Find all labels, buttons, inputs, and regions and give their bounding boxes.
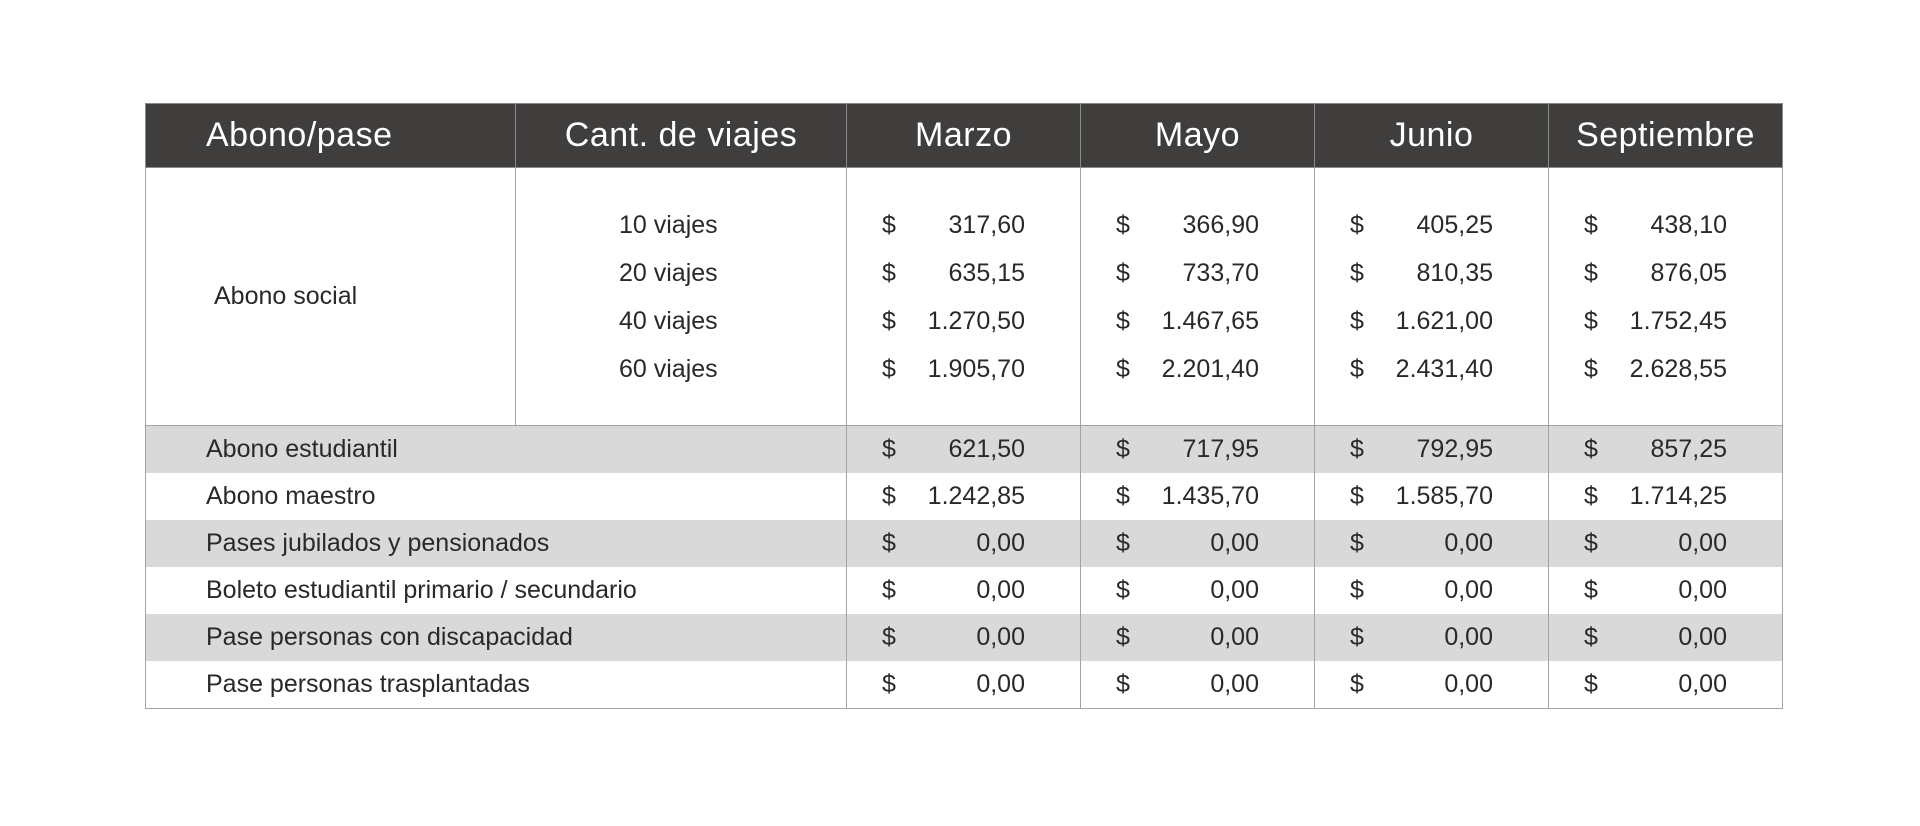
price-amount: 366,90 — [1182, 210, 1259, 239]
fare-price-mayo — [1081, 520, 1315, 567]
header-marzo: Marzo — [847, 104, 1081, 168]
trip-count: 60 viajes — [619, 354, 718, 383]
price-cell — [847, 567, 1080, 614]
price-cell — [1081, 520, 1314, 567]
price-amount: 876,05 — [1650, 258, 1727, 287]
currency-symbol: $ — [1584, 623, 1598, 651]
fare-price-marzo — [847, 520, 1081, 567]
trip-count-cell — [516, 168, 847, 426]
currency-symbol: $ — [1584, 306, 1598, 335]
currency-symbol: $ — [1350, 354, 1364, 383]
header-cant-viajes: Cant. de viajes — [516, 104, 847, 168]
price-cell — [1081, 661, 1314, 708]
trip-count: 20 viajes — [619, 258, 718, 287]
price-amount: 1.585,70 — [1395, 482, 1493, 510]
price-amount: 0,00 — [976, 576, 1025, 604]
price-cell — [1081, 614, 1314, 661]
price-amount: 2.628,55 — [1629, 354, 1727, 383]
price-cell — [847, 614, 1080, 661]
price-cell — [847, 426, 1080, 473]
fare-price-septiembre — [1549, 520, 1783, 567]
currency-symbol: $ — [1584, 482, 1598, 510]
price-item — [847, 297, 1080, 345]
price-amount: 1.752,45 — [1629, 306, 1727, 335]
currency-symbol: $ — [1350, 306, 1364, 335]
currency-symbol: $ — [1584, 435, 1598, 463]
currency-symbol: $ — [1350, 670, 1364, 698]
currency-symbol: $ — [882, 354, 896, 383]
fare-row — [146, 520, 1783, 567]
price-cell — [1315, 473, 1548, 520]
price-item — [1315, 249, 1548, 297]
currency-symbol: $ — [882, 482, 896, 510]
currency-symbol: $ — [1116, 623, 1130, 651]
fare-price-junio — [1315, 473, 1549, 520]
price-amount: 438,10 — [1650, 210, 1727, 239]
price-amount: 1.621,00 — [1395, 306, 1493, 335]
header-septiembre: Septiembre — [1549, 104, 1783, 168]
fare-row-label: Pase personas trasplantadas — [146, 661, 847, 709]
price-item — [1081, 201, 1314, 249]
price-item — [1315, 201, 1548, 249]
trip-count-list — [516, 201, 846, 393]
header-junio: Junio — [1315, 104, 1549, 168]
currency-symbol: $ — [1584, 670, 1598, 698]
fare-price-septiembre — [1549, 661, 1783, 709]
fare-price-junio — [1315, 426, 1549, 474]
price-cell — [1549, 661, 1782, 708]
fare-price-mayo — [1081, 473, 1315, 520]
price-item — [1081, 249, 1314, 297]
fare-row-label: Abono estudiantil — [146, 426, 847, 474]
currency-symbol: $ — [882, 670, 896, 698]
currency-symbol: $ — [1584, 529, 1598, 557]
price-amount: 0,00 — [1444, 623, 1493, 651]
price-cell — [1549, 567, 1782, 614]
price-item — [1549, 249, 1782, 297]
fare-price-mayo — [1081, 661, 1315, 709]
price-amount: 0,00 — [1444, 670, 1493, 698]
currency-symbol: $ — [882, 258, 896, 287]
currency-symbol: $ — [1116, 576, 1130, 604]
price-amount: 0,00 — [1210, 670, 1259, 698]
fare-table — [145, 103, 1783, 709]
price-item — [1549, 345, 1782, 393]
fare-row — [146, 614, 1783, 661]
price-amount: 1.242,85 — [927, 482, 1025, 510]
currency-symbol: $ — [1350, 258, 1364, 287]
fare-row — [146, 567, 1783, 614]
fare-price-marzo — [847, 567, 1081, 614]
currency-symbol: $ — [1116, 354, 1130, 383]
price-amount: 0,00 — [1678, 529, 1727, 557]
price-amount: 1.270,50 — [927, 306, 1025, 335]
currency-symbol: $ — [1584, 258, 1598, 287]
currency-symbol: $ — [1350, 576, 1364, 604]
price-cell — [1315, 520, 1548, 567]
fare-row — [146, 426, 1783, 474]
price-amount: 317,60 — [948, 210, 1025, 239]
trip-count: 10 viajes — [619, 210, 718, 239]
currency-symbol: $ — [882, 435, 896, 463]
fare-row-label: Abono maestro — [146, 473, 847, 520]
fare-price-septiembre — [1549, 567, 1783, 614]
currency-symbol: $ — [882, 623, 896, 651]
price-amount: 733,70 — [1182, 258, 1259, 287]
price-item — [1549, 201, 1782, 249]
header-abono-pase: Abono/pase — [146, 104, 516, 168]
price-item — [1081, 345, 1314, 393]
price-cell — [1549, 473, 1782, 520]
price-cell — [1315, 426, 1548, 473]
social-prices-junio — [1315, 168, 1549, 426]
price-list — [1081, 201, 1314, 393]
currency-symbol: $ — [1116, 210, 1130, 239]
currency-symbol: $ — [1584, 210, 1598, 239]
abono-social-label: Abono social — [146, 168, 516, 426]
currency-symbol: $ — [1116, 435, 1130, 463]
currency-symbol: $ — [1350, 482, 1364, 510]
price-amount: 0,00 — [1210, 576, 1259, 604]
price-amount: 0,00 — [976, 670, 1025, 698]
price-list — [847, 201, 1080, 393]
fare-price-marzo — [847, 661, 1081, 709]
fare-row — [146, 661, 1783, 709]
currency-symbol: $ — [882, 210, 896, 239]
fare-price-mayo — [1081, 426, 1315, 474]
price-amount: 810,35 — [1416, 258, 1493, 287]
price-cell — [1315, 567, 1548, 614]
fare-row-label: Pases jubilados y pensionados — [146, 520, 847, 567]
trip-count: 40 viajes — [619, 306, 718, 335]
currency-symbol: $ — [882, 306, 896, 335]
fare-price-marzo — [847, 473, 1081, 520]
price-amount: 0,00 — [976, 623, 1025, 651]
fare-price-mayo — [1081, 567, 1315, 614]
price-item — [1081, 297, 1314, 345]
price-list — [1549, 201, 1782, 393]
price-item — [847, 345, 1080, 393]
currency-symbol: $ — [882, 576, 896, 604]
currency-symbol: $ — [882, 529, 896, 557]
price-amount: 0,00 — [1210, 529, 1259, 557]
social-prices-mayo — [1081, 168, 1315, 426]
fare-price-septiembre — [1549, 614, 1783, 661]
abono-social-row — [146, 168, 1783, 426]
price-cell — [1081, 473, 1314, 520]
fare-price-junio — [1315, 614, 1549, 661]
price-cell — [1315, 614, 1548, 661]
currency-symbol: $ — [1116, 482, 1130, 510]
header-mayo: Mayo — [1081, 104, 1315, 168]
price-amount: 1.714,25 — [1629, 482, 1727, 510]
social-prices-marzo — [847, 168, 1081, 426]
price-amount: 2.431,40 — [1395, 354, 1493, 383]
fare-price-junio — [1315, 661, 1549, 709]
currency-symbol: $ — [1116, 529, 1130, 557]
price-cell — [847, 661, 1080, 708]
currency-symbol: $ — [1584, 576, 1598, 604]
price-amount: 0,00 — [1444, 529, 1493, 557]
price-cell — [847, 520, 1080, 567]
price-amount: 792,95 — [1416, 435, 1493, 463]
price-amount: 0,00 — [1444, 576, 1493, 604]
price-item — [1315, 297, 1548, 345]
price-amount: 1.435,70 — [1161, 482, 1259, 510]
fare-row-label: Pase personas con discapacidad — [146, 614, 847, 661]
fare-row-label: Boleto estudiantil primario / secundario — [146, 567, 847, 614]
fare-price-marzo — [847, 426, 1081, 474]
price-amount: 0,00 — [1210, 623, 1259, 651]
price-item — [847, 249, 1080, 297]
price-amount: 1.467,65 — [1161, 306, 1259, 335]
price-cell — [1081, 567, 1314, 614]
fare-price-junio — [1315, 520, 1549, 567]
price-amount: 0,00 — [976, 529, 1025, 557]
currency-symbol: $ — [1116, 258, 1130, 287]
price-cell — [1549, 426, 1782, 473]
price-amount: 0,00 — [1678, 623, 1727, 651]
currency-symbol: $ — [1350, 529, 1364, 557]
fare-price-marzo — [847, 614, 1081, 661]
price-cell — [1081, 426, 1314, 473]
price-item — [847, 201, 1080, 249]
social-prices-septiembre — [1549, 168, 1783, 426]
currency-symbol: $ — [1350, 435, 1364, 463]
fare-price-mayo — [1081, 614, 1315, 661]
currency-symbol: $ — [1584, 354, 1598, 383]
price-cell — [1549, 614, 1782, 661]
price-cell — [847, 473, 1080, 520]
price-amount: 0,00 — [1678, 670, 1727, 698]
price-item — [1549, 297, 1782, 345]
fare-price-septiembre — [1549, 473, 1783, 520]
header-row — [146, 104, 1783, 168]
price-amount: 1.905,70 — [927, 354, 1025, 383]
fare-price-septiembre — [1549, 426, 1783, 474]
currency-symbol: $ — [1116, 306, 1130, 335]
price-amount: 0,00 — [1678, 576, 1727, 604]
price-cell — [1315, 661, 1548, 708]
price-amount: 405,25 — [1416, 210, 1493, 239]
currency-symbol: $ — [1350, 623, 1364, 651]
price-amount: 2.201,40 — [1161, 354, 1259, 383]
price-amount: 635,15 — [948, 258, 1025, 287]
price-list — [1315, 201, 1548, 393]
price-amount: 621,50 — [948, 435, 1025, 463]
price-item — [1315, 345, 1548, 393]
price-cell — [1549, 520, 1782, 567]
price-amount: 717,95 — [1182, 435, 1259, 463]
fare-row — [146, 473, 1783, 520]
currency-symbol: $ — [1350, 210, 1364, 239]
fare-price-junio — [1315, 567, 1549, 614]
currency-symbol: $ — [1116, 670, 1130, 698]
price-amount: 857,25 — [1650, 435, 1727, 463]
